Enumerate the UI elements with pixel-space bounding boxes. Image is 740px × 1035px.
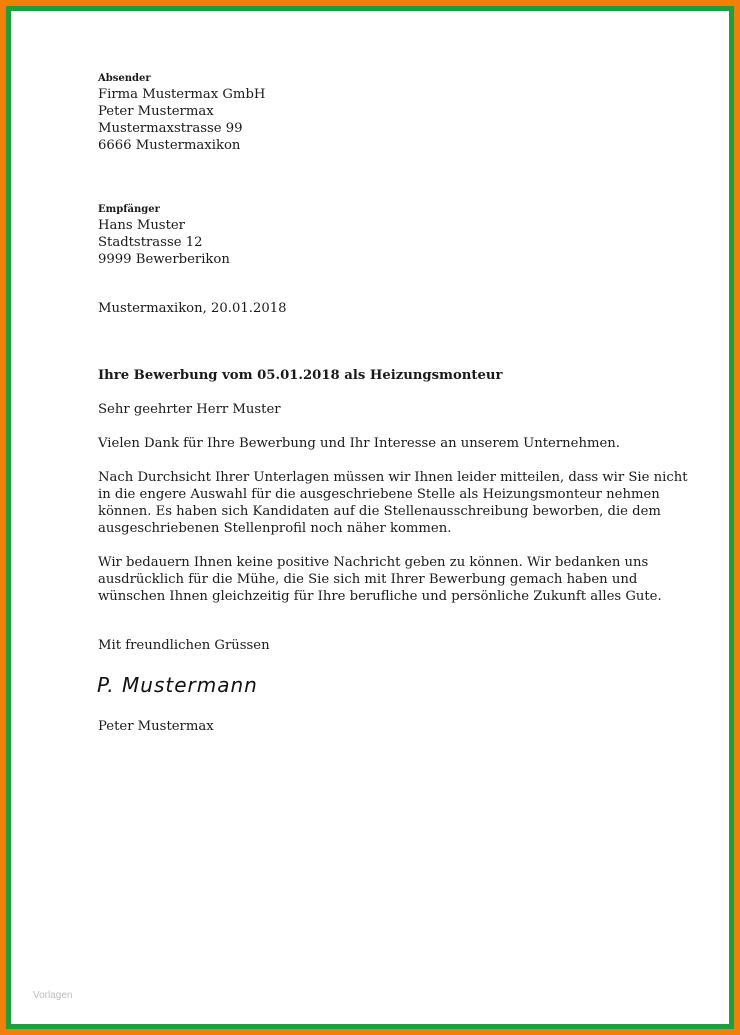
sender-line: Firma Mustermax GmbH — [98, 87, 266, 102]
paragraph-line: Nach Durchsicht Ihrer Unterlagen müssen wir Ihnen leider mitteilen, dass wir Sie nicht — [98, 470, 688, 485]
paragraph-line: ausgeschriebenen Stellenprofil noch näher kommen. — [98, 521, 452, 536]
paragraph — [98, 469, 688, 537]
recipient-label: Empfänger — [98, 204, 160, 215]
watermark: Vorlagen — [33, 990, 73, 1001]
signer-name: Peter Mustermax — [98, 719, 214, 734]
paragraph — [98, 435, 620, 452]
sender-block — [98, 73, 265, 154]
recipient-line: Stadtstrasse 12 — [98, 235, 203, 250]
paragraph-line: wünschen Ihnen gleichzeitig für Ihre berufliche und persönliche Zukunft alles Gute. — [98, 589, 662, 604]
letter-page — [11, 11, 729, 1024]
sender-label: Absender — [98, 73, 151, 84]
closing: Mit freundlichen Grüssen — [98, 638, 270, 653]
recipient-line: Hans Muster — [98, 218, 185, 233]
subject-line: Ihre Bewerbung vom 05.01.2018 als Heizungsmonteur — [98, 368, 503, 383]
signature: P. Mustermann — [97, 673, 258, 697]
paragraph-line: in die engere Auswahl für die ausgeschriebene Stelle als Heizungsmonteur nehmen — [98, 487, 660, 502]
sender-line: Peter Mustermax — [98, 104, 214, 119]
paragraph — [98, 554, 662, 605]
paragraph-line: Vielen Dank für Ihre Bewerbung und Ihr Interesse an unserem Unternehmen. — [98, 436, 620, 451]
recipient-line: 9999 Bewerberikon — [98, 252, 230, 267]
sender-line: 6666 Mustermaxikon — [98, 138, 241, 153]
recipient-block — [98, 204, 230, 268]
date-line: Mustermaxikon, 20.01.2018 — [98, 301, 287, 316]
paragraph-line: können. Es haben sich Kandidaten auf die Stellenausschreibung beworben, die dem — [98, 504, 661, 519]
sender-line: Mustermaxstrasse 99 — [98, 121, 243, 136]
paragraph-line: Wir bedauern Ihnen keine positive Nachricht geben zu können. Wir bedanken uns — [98, 555, 649, 570]
paragraph-line: ausdrücklich für die Mühe, die Sie sich mit Ihrer Bewerbung gemach haben und — [98, 572, 638, 587]
salutation: Sehr geehrter Herr Muster — [98, 402, 281, 417]
